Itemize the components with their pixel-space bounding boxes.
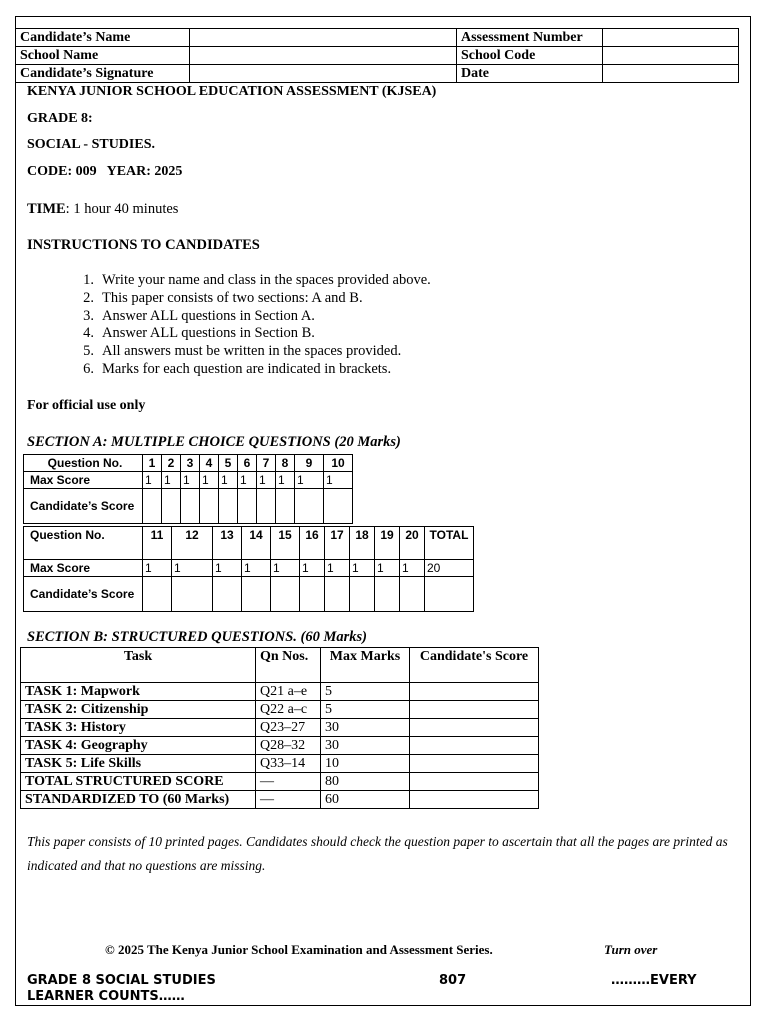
question-number-cell: 15 (271, 527, 300, 560)
instruction-number: 6. (83, 360, 94, 377)
date-field[interactable] (603, 65, 739, 83)
candidate-score-cell[interactable] (300, 577, 325, 612)
candidate-score-cell[interactable] (162, 489, 181, 524)
school-name-label: School Name (16, 47, 190, 65)
max-score-cell: 1 (300, 560, 325, 577)
candidate-score-cell[interactable] (425, 577, 474, 612)
section-a-table-1 (23, 454, 353, 524)
max-score-cell: 1 (271, 560, 300, 577)
candidate-score-header: Candidate's Score (410, 648, 539, 683)
question-number-cell: 11 (143, 527, 172, 560)
question-number-cell: 16 (300, 527, 325, 560)
candidate-score-cell[interactable] (325, 577, 350, 612)
max-marks-cell: 5 (321, 701, 410, 719)
max-marks-cell: 5 (321, 683, 410, 701)
candidate-details-table (15, 28, 739, 83)
max-score-cell: 1 (238, 472, 257, 489)
candidate-score-cell[interactable] (172, 577, 213, 612)
time-label: TIME (27, 201, 66, 217)
max-score-cell: 1 (200, 472, 219, 489)
candidate-score-cell[interactable] (410, 701, 539, 719)
question-number-cell: 4 (200, 455, 219, 472)
candidate-score-cell[interactable] (276, 489, 295, 524)
question-number-cell: 10 (324, 455, 353, 472)
question-number-cell: 20 (400, 527, 425, 560)
candidate-score-label: Candidate’s Score (24, 489, 143, 524)
max-score-cell: 1 (295, 472, 324, 489)
table-row (21, 737, 539, 755)
candidate-score-cell[interactable] (375, 577, 400, 612)
question-number-cell: 14 (242, 527, 271, 560)
candidate-score-cell[interactable] (324, 489, 353, 524)
max-score-cell: 1 (325, 560, 350, 577)
max-score-cell: 1 (181, 472, 200, 489)
max-marks-cell: 30 (321, 737, 410, 755)
subject-label: SOCIAL - STUDIES. (27, 137, 155, 152)
instruction-item (72, 343, 431, 361)
candidate-score-cell[interactable] (410, 737, 539, 755)
code-year-label: CODE: 009 YEAR: 2025 (27, 164, 183, 179)
instruction-text: Answer ALL questions in Section A. (102, 307, 315, 324)
instruction-number: 4. (83, 325, 94, 342)
instruction-number: 1. (83, 272, 94, 288)
question-number-cell: 12 (172, 527, 213, 560)
question-no-label: Question No. (24, 527, 143, 560)
table-row (21, 791, 539, 809)
time-line (27, 201, 178, 218)
table-row (21, 719, 539, 737)
instruction-number: 5. (83, 343, 94, 360)
max-score-cell: 1 (276, 472, 295, 489)
max-score-label: Max Score (24, 560, 143, 577)
candidate-score-cell[interactable] (143, 489, 162, 524)
task-cell: TASK 1: Mapwork (21, 683, 256, 701)
candidate-score-cell[interactable] (257, 489, 276, 524)
question-number-cell: 19 (375, 527, 400, 560)
candidate-score-cell[interactable] (200, 489, 219, 524)
question-number-cell: 1 (143, 455, 162, 472)
max-score-cell: 1 (257, 472, 276, 489)
signature-field[interactable] (190, 65, 457, 83)
candidate-score-cell[interactable] (410, 791, 539, 809)
task-header: Task (21, 648, 256, 683)
question-number-cell: 3 (181, 455, 200, 472)
question-number-cell: 7 (257, 455, 276, 472)
table-row (21, 701, 539, 719)
candidate-score-cell[interactable] (242, 577, 271, 612)
qn-nos-cell: Q22 a–c (256, 701, 321, 719)
max-score-cell: 1 (162, 472, 181, 489)
max-marks-cell: 30 (321, 719, 410, 737)
table-row (21, 755, 539, 773)
max-marks-cell: 10 (321, 755, 410, 773)
max-marks-cell: 60 (321, 791, 410, 809)
time-value: : 1 hour 40 minutes (65, 201, 179, 217)
question-no-label: Question No. (24, 455, 143, 472)
instruction-item (72, 272, 431, 290)
candidate-name-field[interactable] (190, 29, 457, 47)
section-b-table (20, 647, 539, 809)
max-score-cell: 1 (213, 560, 242, 577)
section-a-title: SECTION A: MULTIPLE CHOICE QUESTIONS (20 Marks) (27, 434, 401, 450)
instruction-text: Answer ALL questions in Section B. (102, 325, 315, 342)
instruction-text: Write your name and class in the spaces provided above. (102, 272, 431, 288)
instruction-text: All answers must be written in the spaces provided. (102, 343, 402, 360)
max-score-cell: 1 (375, 560, 400, 577)
qn-nos-cell: Q33–14 (256, 755, 321, 773)
candidate-score-cell[interactable] (400, 577, 425, 612)
qn-nos-cell: — (256, 773, 321, 791)
copyright-text: © 2025 The Kenya Junior School Examination and Assessment Series. (105, 942, 493, 957)
max-score-cell: 1 (400, 560, 425, 577)
question-number-cell: TOTAL (425, 527, 474, 560)
question-number-cell: 5 (219, 455, 238, 472)
max-score-cell: 1 (242, 560, 271, 577)
task-cell: TASK 5: Life Skills (21, 755, 256, 773)
date-label: Date (457, 65, 603, 83)
instructions-list (72, 272, 431, 379)
candidate-score-cell[interactable] (271, 577, 300, 612)
max-score-cell: 1 (219, 472, 238, 489)
candidate-score-cell[interactable] (410, 683, 539, 701)
footer-page-number: 807 (439, 973, 467, 988)
instruction-number: 3. (83, 307, 94, 324)
question-number-cell: 2 (162, 455, 181, 472)
question-number-cell: 6 (238, 455, 257, 472)
qn-nos-header: Qn Nos. (256, 648, 321, 683)
section-a-table-2 (23, 526, 474, 612)
assessment-number-label: Assessment Number (457, 29, 603, 47)
qn-nos-cell: — (256, 791, 321, 809)
instruction-number: 2. (83, 289, 94, 306)
school-code-label: School Code (457, 47, 603, 65)
exam-title: KENYA JUNIOR SCHOOL EDUCATION ASSESSMENT (KJSEA) (27, 84, 437, 99)
task-cell: TASK 3: History (21, 719, 256, 737)
footer-learner: LEARNER COUNTS…… (27, 989, 185, 1004)
turn-over-text: Turn over (604, 942, 658, 957)
question-number-cell: 13 (213, 527, 242, 560)
instruction-item (72, 290, 431, 308)
qn-nos-cell: Q21 a–e (256, 683, 321, 701)
max-score-cell: 1 (143, 472, 162, 489)
candidate-score-cell[interactable] (219, 489, 238, 524)
task-cell: TASK 2: Citizenship (21, 701, 256, 719)
max-score-cell: 1 (350, 560, 375, 577)
grade-label: GRADE 8: (27, 111, 93, 126)
max-score-label: Max Score (24, 472, 143, 489)
instruction-text: Marks for each question are indicated in brackets. (102, 360, 392, 377)
footer-left (27, 973, 216, 1005)
max-score-cell: 1 (143, 560, 172, 577)
assessment-number-field[interactable] (603, 29, 739, 47)
candidate-score-cell[interactable] (295, 489, 324, 524)
qn-nos-cell: Q23–27 (256, 719, 321, 737)
candidate-score-cell[interactable] (410, 755, 539, 773)
task-cell: TOTAL STRUCTURED SCORE (21, 773, 256, 791)
question-number-cell: 8 (276, 455, 295, 472)
question-number-cell: 18 (350, 527, 375, 560)
max-marks-header: Max Marks (321, 648, 410, 683)
table-row (21, 683, 539, 701)
section-b-title: SECTION B: STRUCTURED QUESTIONS. (60 Marks) (27, 629, 367, 645)
candidate-score-cell[interactable] (410, 719, 539, 737)
instruction-text: This paper consists of two sections: A and B. (102, 289, 363, 306)
max-score-cell: 1 (172, 560, 213, 577)
max-score-cell: 1 (324, 472, 353, 489)
max-marks-cell: 80 (321, 773, 410, 791)
instruction-item (72, 361, 431, 379)
signature-label: Candidate’s Signature (16, 65, 190, 83)
question-number-cell: 17 (325, 527, 350, 560)
candidate-score-cell[interactable] (410, 773, 539, 791)
official-use-label: For official use only (27, 398, 146, 413)
paper-note: This paper consists of 10 printed pages. Candidates should check the question paper to ascertain that all the pages are printed as indicated and that no questions are missing. (27, 834, 728, 873)
candidate-score-cell[interactable] (238, 489, 257, 524)
candidate-score-cell[interactable] (350, 577, 375, 612)
instruction-item (72, 325, 431, 343)
school-name-field[interactable] (190, 47, 457, 65)
question-number-cell: 9 (295, 455, 324, 472)
max-score-cell: 20 (425, 560, 474, 577)
footer-subject: GRADE 8 SOCIAL STUDIES (27, 973, 216, 988)
qn-nos-cell: Q28–32 (256, 737, 321, 755)
table-row (21, 773, 539, 791)
instructions-title: INSTRUCTIONS TO CANDIDATES (27, 237, 260, 253)
candidate-score-cell[interactable] (143, 577, 172, 612)
task-cell: STANDARDIZED TO (60 Marks) (21, 791, 256, 809)
instruction-item (72, 308, 431, 326)
candidate-score-label: Candidate’s Score (24, 577, 143, 612)
school-code-field[interactable] (603, 47, 739, 65)
candidate-score-cell[interactable] (181, 489, 200, 524)
footer-every: ………EVERY (611, 973, 697, 988)
candidate-name-label: Candidate’s Name (16, 29, 190, 47)
candidate-score-cell[interactable] (213, 577, 242, 612)
task-cell: TASK 4: Geography (21, 737, 256, 755)
